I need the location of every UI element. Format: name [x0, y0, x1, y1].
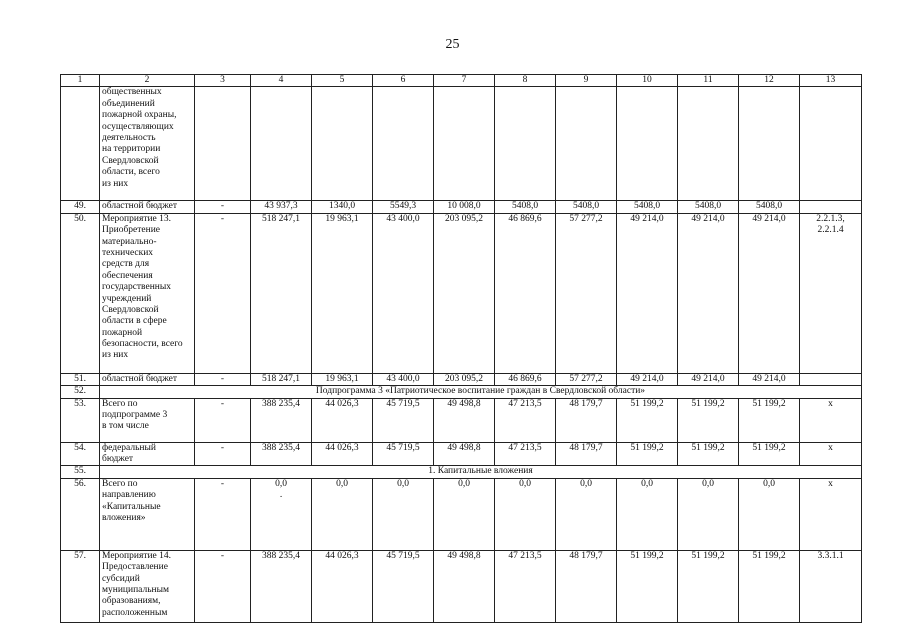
table-cell: х	[800, 442, 862, 466]
row-description: общественных объединений пожарной охраны, осуществляющих деятельность на территории Свердловской области, всего из них	[100, 87, 195, 201]
column-header: 11	[678, 75, 739, 87]
table-cell: 0,0 .	[251, 478, 312, 550]
table-cell: 51 199,2	[617, 442, 678, 466]
table-cell: 1340,0	[312, 201, 373, 213]
column-header: 4	[251, 75, 312, 87]
table-cell: 0,0	[495, 478, 556, 550]
table-cell: 51 199,2	[739, 550, 800, 622]
table-cell: 518 247,1	[251, 373, 312, 385]
column-header: 10	[617, 75, 678, 87]
table-row	[61, 398, 862, 442]
table-cell: 49 214,0	[617, 373, 678, 385]
row-number: 50.	[61, 213, 100, 373]
table-cell	[312, 87, 373, 201]
table-cell: -	[195, 373, 251, 385]
table-cell: -	[195, 201, 251, 213]
table-cell: -	[195, 442, 251, 466]
table-cell: 49 498,8	[434, 442, 495, 466]
table-cell: 5408,0	[617, 201, 678, 213]
table-cell: 49 214,0	[678, 213, 739, 373]
table-cell: 5408,0	[556, 201, 617, 213]
table-cell: 2.2.1.3, 2.2.1.4	[800, 213, 862, 373]
table-cell: х	[800, 478, 862, 550]
table-cell	[434, 87, 495, 201]
row-number: 55.	[61, 466, 100, 478]
table-cell: 388 235,4	[251, 550, 312, 622]
column-header: 9	[556, 75, 617, 87]
table-cell: 49 498,8	[434, 550, 495, 622]
table-cell: 45 719,5	[373, 442, 434, 466]
column-header: 3	[195, 75, 251, 87]
table-cell	[617, 87, 678, 201]
row-description: Всего по подпрограмме 3 в том числе	[100, 398, 195, 442]
table-cell: 49 214,0	[739, 373, 800, 385]
table-cell	[373, 87, 434, 201]
table-cell: 44 026,3	[312, 550, 373, 622]
table-cell: 51 199,2	[678, 398, 739, 442]
table-cell	[556, 87, 617, 201]
row-description: Всего по направлению «Капитальные вложения»	[100, 478, 195, 550]
table-cell: 388 235,4	[251, 442, 312, 466]
table-cell: 47 213,5	[495, 398, 556, 442]
table-cell: 44 026,3	[312, 442, 373, 466]
table-cell: 47 213,5	[495, 442, 556, 466]
table-header-row	[61, 75, 862, 87]
row-number	[61, 87, 100, 201]
table-cell: 47 213,5	[495, 550, 556, 622]
table-cell: 5408,0	[678, 201, 739, 213]
row-number: 57.	[61, 550, 100, 622]
table-cell: 49 498,8	[434, 398, 495, 442]
column-header: 8	[495, 75, 556, 87]
table-cell: 0,0	[678, 478, 739, 550]
table-cell	[678, 87, 739, 201]
table-cell: х	[800, 398, 862, 442]
table-body	[61, 75, 862, 623]
table-cell: -	[195, 478, 251, 550]
table-cell	[495, 87, 556, 201]
table-cell	[800, 373, 862, 385]
table-row	[61, 550, 862, 622]
table-cell: 5408,0	[739, 201, 800, 213]
section-heading: Подпрограмма 3 «Патриотическое воспитание граждан в Свердловской области»	[100, 386, 862, 398]
row-number: 51.	[61, 373, 100, 385]
table-cell: -	[195, 213, 251, 373]
row-number: 53.	[61, 398, 100, 442]
column-header: 2	[100, 75, 195, 87]
table-row	[61, 373, 862, 385]
table-row	[61, 386, 862, 398]
table-cell: 57 277,2	[556, 213, 617, 373]
column-header: 6	[373, 75, 434, 87]
table-cell: 48 179,7	[556, 442, 617, 466]
table-cell: 518 247,1	[251, 213, 312, 373]
row-number: 54.	[61, 442, 100, 466]
table-cell: -	[195, 550, 251, 622]
row-description: областной бюджет	[100, 201, 195, 213]
page-number: 25	[445, 37, 460, 52]
table-row	[61, 478, 862, 550]
table-cell: 48 179,7	[556, 398, 617, 442]
table-cell: 49 214,0	[617, 213, 678, 373]
table-cell	[800, 87, 862, 201]
row-number: 56.	[61, 478, 100, 550]
row-description: федеральный бюджет	[100, 442, 195, 466]
table-row	[61, 213, 862, 373]
table-cell: 51 199,2	[678, 550, 739, 622]
table-row	[61, 201, 862, 213]
table-cell	[739, 87, 800, 201]
table-cell: 0,0	[617, 478, 678, 550]
table-cell: 203 095,2	[434, 373, 495, 385]
row-description: областной бюджет	[100, 373, 195, 385]
table-cell: 203 095,2	[434, 213, 495, 373]
table-cell: 19 963,1	[312, 213, 373, 373]
table-cell: 45 719,5	[373, 550, 434, 622]
table-cell: 388 235,4	[251, 398, 312, 442]
row-number: 49.	[61, 201, 100, 213]
table-cell: 51 199,2	[617, 550, 678, 622]
table-row	[61, 442, 862, 466]
table-row	[61, 87, 862, 201]
table-cell: 51 199,2	[739, 442, 800, 466]
column-header: 13	[800, 75, 862, 87]
table-cell: 46 869,6	[495, 373, 556, 385]
table-cell: 57 277,2	[556, 373, 617, 385]
column-header: 12	[739, 75, 800, 87]
budget-table	[60, 74, 862, 623]
table-cell: 43 400,0	[373, 213, 434, 373]
table-cell: 5549,3	[373, 201, 434, 213]
table-cell: 49 214,0	[678, 373, 739, 385]
table-cell: 5408,0	[495, 201, 556, 213]
table-cell: 48 179,7	[556, 550, 617, 622]
row-number: 52.	[61, 386, 100, 398]
table-cell: 49 214,0	[739, 213, 800, 373]
table-cell: 51 199,2	[617, 398, 678, 442]
table-cell: 0,0	[373, 478, 434, 550]
table-cell: 0,0	[312, 478, 373, 550]
table-cell: 51 199,2	[678, 442, 739, 466]
table-row	[61, 466, 862, 478]
table-cell: 51 199,2	[739, 398, 800, 442]
table-cell: 3.3.1.1	[800, 550, 862, 622]
table-cell: 46 869,6	[495, 213, 556, 373]
column-header: 7	[434, 75, 495, 87]
table-cell: -	[195, 398, 251, 442]
table-cell: 0,0	[739, 478, 800, 550]
table-cell	[800, 201, 862, 213]
table-cell: 44 026,3	[312, 398, 373, 442]
row-description: Мероприятие 14. Предоставление субсидий муниципальным образованиям, расположенным	[100, 550, 195, 622]
table-cell: 45 719,5	[373, 398, 434, 442]
row-description: Мероприятие 13. Приобретение материально- технических средств для обеспечения государственных учреждений Свердловской области в сфере пожарной безопасности, всего из них	[100, 213, 195, 373]
column-header: 5	[312, 75, 373, 87]
table-cell	[251, 87, 312, 201]
table-cell: 43 937,3	[251, 201, 312, 213]
table-cell: 0,0	[434, 478, 495, 550]
table-cell: 10 008,0	[434, 201, 495, 213]
section-heading: 1. Капитальные вложения	[100, 466, 862, 478]
table-cell: 0,0	[556, 478, 617, 550]
column-header: 1	[61, 75, 100, 87]
table-cell	[195, 87, 251, 201]
table-cell: 19 963,1	[312, 373, 373, 385]
table-cell: 43 400,0	[373, 373, 434, 385]
